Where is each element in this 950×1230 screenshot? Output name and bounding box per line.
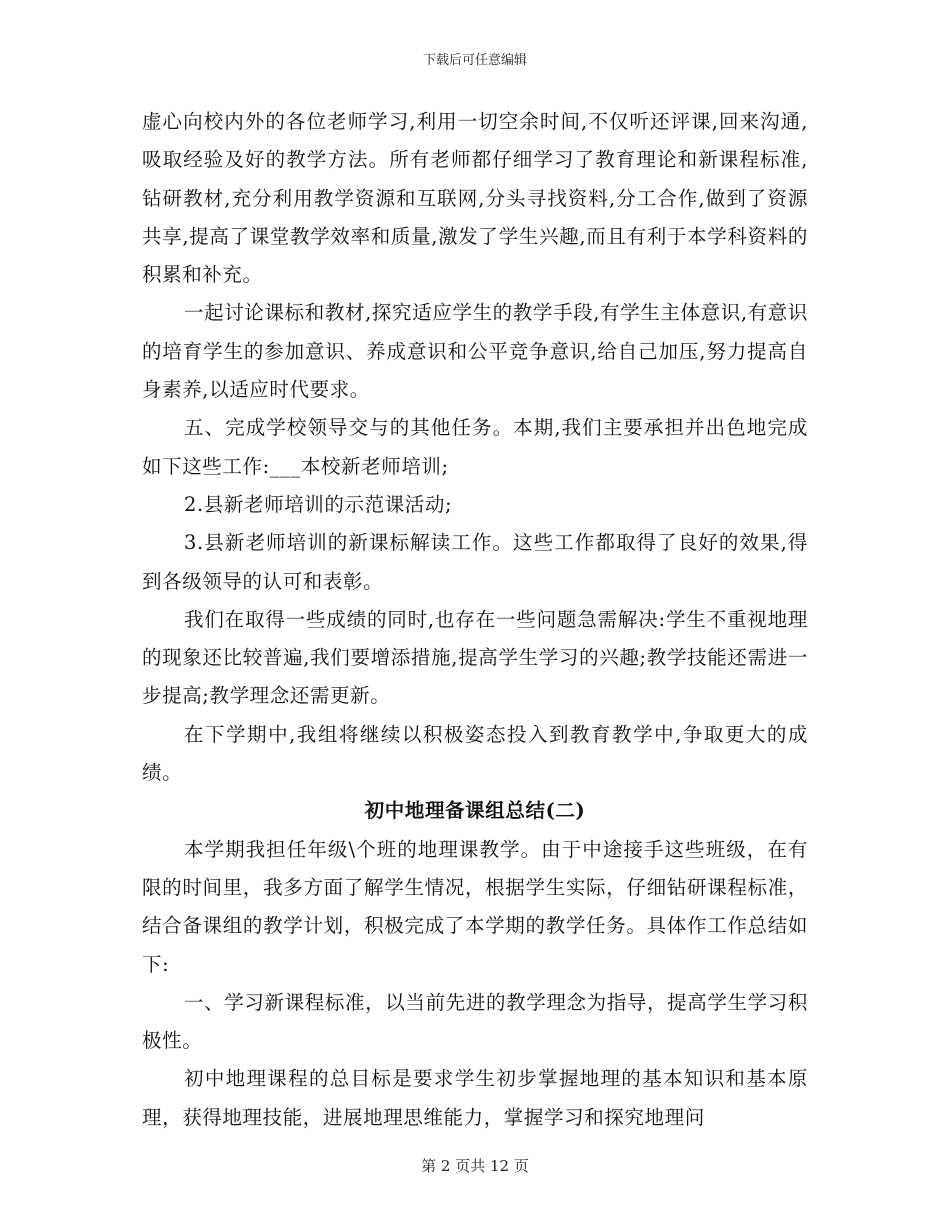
paragraph-5: 3.县新老师培训的新课标解读工作。这些工作都取得了良好的效果,得到各级领导的认可和表彰。: [142, 531, 808, 593]
paragraph-6: 我们在取得一些成绩的同时,也存在一些问题急需解决:学生不重视地理的现象还比较普遍,我们要增添措施,提高学生学习的兴趣;教学技能还需进一步提高;教学理念还需更新。: [142, 607, 808, 708]
paragraph-9: 一、学习新课程标准，以当前先进的教学理念为指导，提高学生学习积极性。: [142, 990, 808, 1053]
document-body: [142, 103, 808, 1137]
paragraph-10: 初中地理课程的总目标是要求学生初步掌握地理的基本知识和基本原理，获得地理技能，进展地理思维能力，掌握学习和探究地理问: [142, 1067, 808, 1129]
paragraph-3: 五、完成学校领导交与的其他任务。本期,我们主要承担并出色地完成如下这些工作:___本校新老师培训;: [142, 416, 808, 478]
page-footer: 第 2 页共 12 页: [421, 1157, 529, 1175]
paragraph-8: 本学期我担任年级\个班的地理课教学。由于中途接手这些班级，在有限的时间里，我多方面了解学生情况，根据学生实际，仔细钻研课程标准，结合备课组的教学计划，积极完成了本学期的教学任务。具体作工作总结如下:: [142, 837, 808, 976]
paragraph-1: 虚心向校内外的各位老师学习,利用一切空余时间,不仅听还评课,回来沟通,吸取经验及好的教学方法。所有老师都仔细学习了教育理论和新课程标准,钻研教材,充分利用教学资源和互联网,分头寻找资料,分工合作,做到了资源共享,提高了课堂教学效率和质量,激发了学生兴趣,而且有利于本学科资料的积累和补充。: [142, 110, 808, 287]
section-title: 初中地理备课组总结(二): [364, 799, 586, 823]
paragraph-4: 2.县新老师培训的示范课活动;: [184, 492, 453, 516]
page-header: 下载后可任意编辑: [422, 53, 527, 68]
paragraph-2: 一起讨论课标和教材,探究适应学生的教学手段,有学生主体意识,有意识的培育学生的参加意识、养成意识和公平竞争意识,给自己加压,努力提高自身素养,以适应时代要求。: [142, 301, 808, 402]
paragraph-7: 在下学期中,我组将继续以积极姿态投入到教育教学中,争取更大的成绩。: [142, 722, 808, 785]
